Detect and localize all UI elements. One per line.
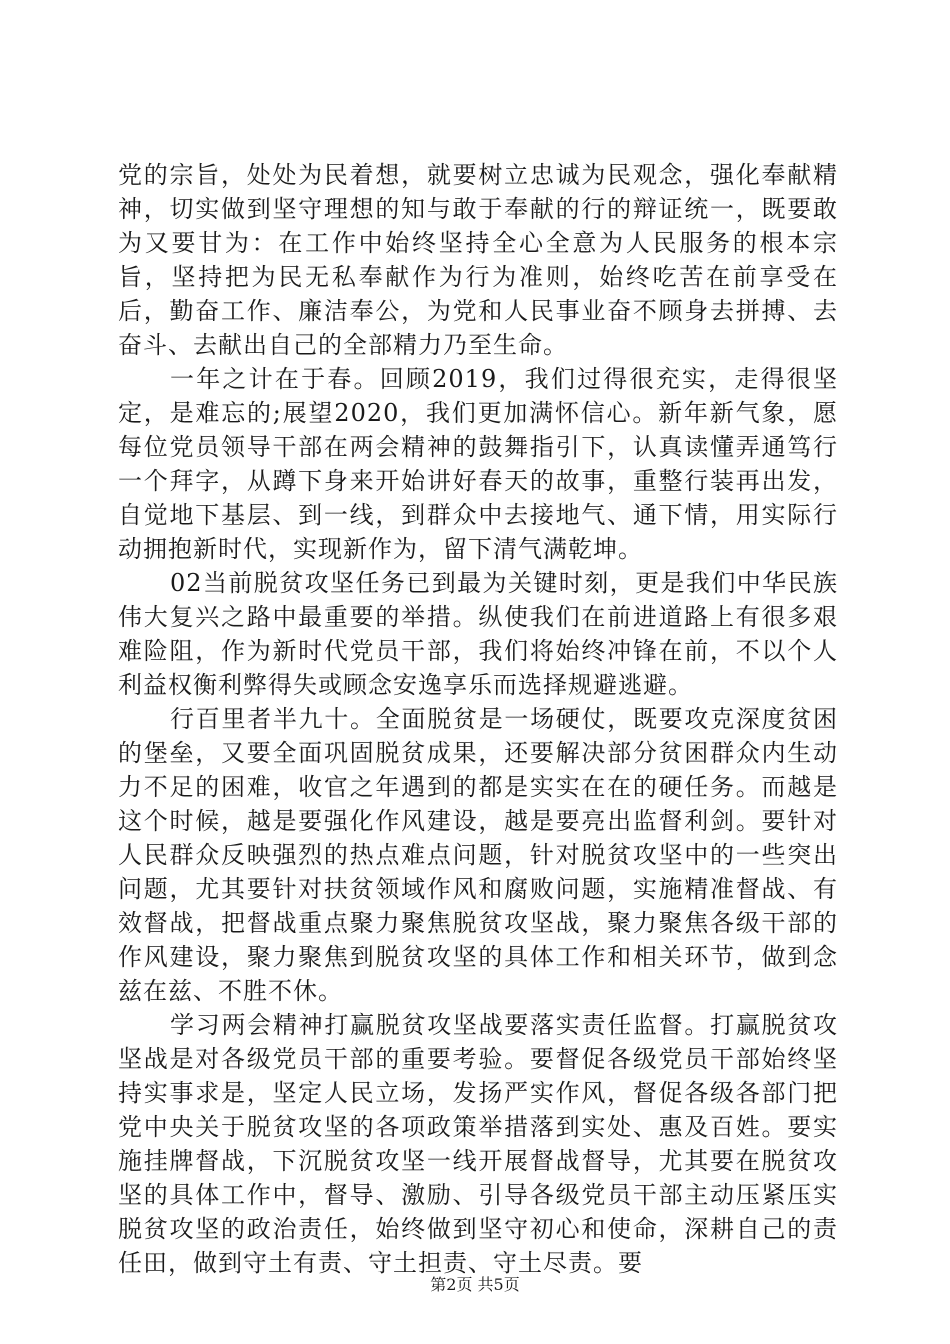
page-footer: 第2页 共5页 [430, 1275, 520, 1294]
paragraph-2: 一年之计在于春。回顾2019，我们过得很充实，走得很坚定，是难忘的;展望2020，我们更加满怀信心。新年新气象，愿每位党员领导干部在两会精神的鼓舞指引下，认真读懂弄通笃行一个拜字，从蹲下身来开始讲好春天的故事，重整行装再出发，自觉地下基层、到一线，到群众中去接地气、通下情，用实际行动拥抱新时代，实现新作为，留下清气满乾坤。 [118, 365, 838, 563]
document-body [118, 158, 838, 1280]
paragraph-4: 行百里者半九十。全面脱贫是一场硬仗，既要攻克深度贫困的堡垒，又要全面巩固脱贫成果，还要解决部分贫困群众内生动力不足的困难，收官之年遇到的都是实实在在的硬任务。而越是这个时候，越是要强化作风建设，越是要亮出监督利剑。要针对人民群众反映强烈的热点难点问题，针对脱贫攻坚中的一些突出问题，尤其要针对扶贫领域作风和腐败问题，实施精准督战、有效督战，把督战重点聚力聚焦脱贫攻坚战，聚力聚焦各级干部的作风建设，聚力聚焦到脱贫攻坚的具体工作和相关环节，做到念兹在兹、不胜不休。 [118, 705, 838, 1005]
paragraph-5: 学习两会精神打赢脱贫攻坚战要落实责任监督。打赢脱贫攻坚战是对各级党员干部的重要考验。要督促各级党员干部始终坚持实事求是，坚定人民立场，发扬严实作风，督促各级各部门把党中央关于脱贫攻坚的各项政策举措落到实处、惠及百姓。要实施挂牌督战，下沉脱贫攻坚一线开展督战督导，尤其要在脱贫攻坚的具体工作中，督导、激励、引导各级党员干部主动压紧压实脱贫攻坚的政治责任，始终做到坚守初心和使命，深耕自己的责任田，做到守土有责、守土担责、守土尽责。要 [118, 1011, 838, 1277]
paragraph-1: 党的宗旨，处处为民着想，就要树立忠诚为民观念，强化奉献精神，切实做到坚守理想的知与敢于奉献的行的辩证统一，既要敢为又要甘为：在工作中始终坚持全心全意为人民服务的根本宗旨，坚持把为民无私奉献作为行为准则，始终吃苦在前享受在后，勤奋工作、廉洁奉公，为党和人民事业奋不顾身去拼搏、去奋斗、去献出自己的全部精力乃至生命。 [118, 161, 838, 359]
paragraph-3: 02当前脱贫攻坚任务已到最为关键时刻，更是我们中华民族伟大复兴之路中最重要的举措。纵使我们在前进道路上有很多艰难险阻，作为新时代党员干部，我们将始终冲锋在前，不以个人利益权衡利弊得失或顾念安逸享乐而选择规避逃避。 [118, 569, 838, 699]
